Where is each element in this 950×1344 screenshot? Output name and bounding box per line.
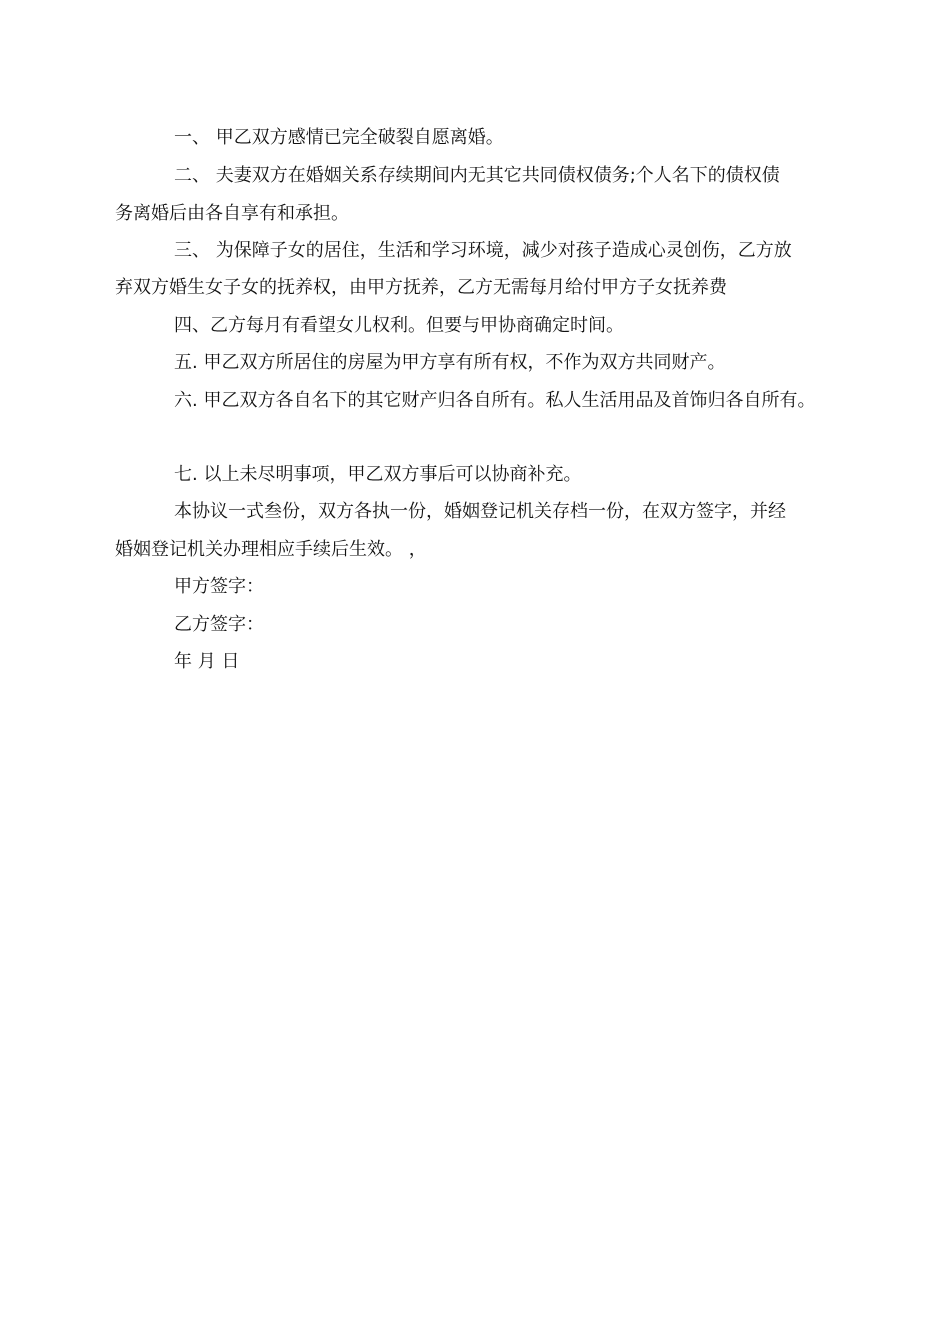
- clause-2-text-line-2: 务离婚后由各自享有和承担。: [115, 203, 349, 224]
- clause-4-text: 四、乙方每月有看望女儿权利。但要与甲协商确定时间。: [174, 315, 624, 336]
- signature-party-b-label: 乙方签字：: [174, 614, 264, 635]
- closing-text-line-1: 本协议一式叁份，双方各执一份，婚姻登记机关存档一份，在双方签字，并经: [174, 501, 786, 522]
- clause-6-text: 六. 甲乙双方各自名下的其它财产归各自所有。私人生活用品及首饰归各自所有。: [174, 390, 816, 411]
- clause-1-text: 一、 甲乙双方感情已完全破裂自愿离婚。: [174, 127, 504, 148]
- clause-3-text-line-1: 三、 为保障子女的居住，生活和学习环境，减少对孩子造成心灵创伤，乙方放: [174, 240, 792, 261]
- signature-party-a-label: 甲方签字：: [174, 576, 264, 597]
- clause-3-text-line-2: 弃双方婚生女子女的抚养权，由甲方抚养，乙方无需每月给付甲方子女抚养费: [115, 277, 727, 298]
- clause-7-text: 七. 以上未尽明事项，甲乙双方事后可以协商补充。: [174, 464, 582, 485]
- clause-2-text-line-1: 二、 夫妻双方在婚姻关系存续期间内无其它共同债权债务;个人名下的债权债: [174, 165, 780, 186]
- date-line: 年 月 日: [174, 651, 240, 672]
- closing-text-line-2: 婚姻登记机关办理相应手续后生效。 ，: [115, 539, 427, 560]
- clause-5-text: 五. 甲乙双方所居住的房屋为甲方享有所有权，不作为双方共同财产。: [174, 352, 726, 373]
